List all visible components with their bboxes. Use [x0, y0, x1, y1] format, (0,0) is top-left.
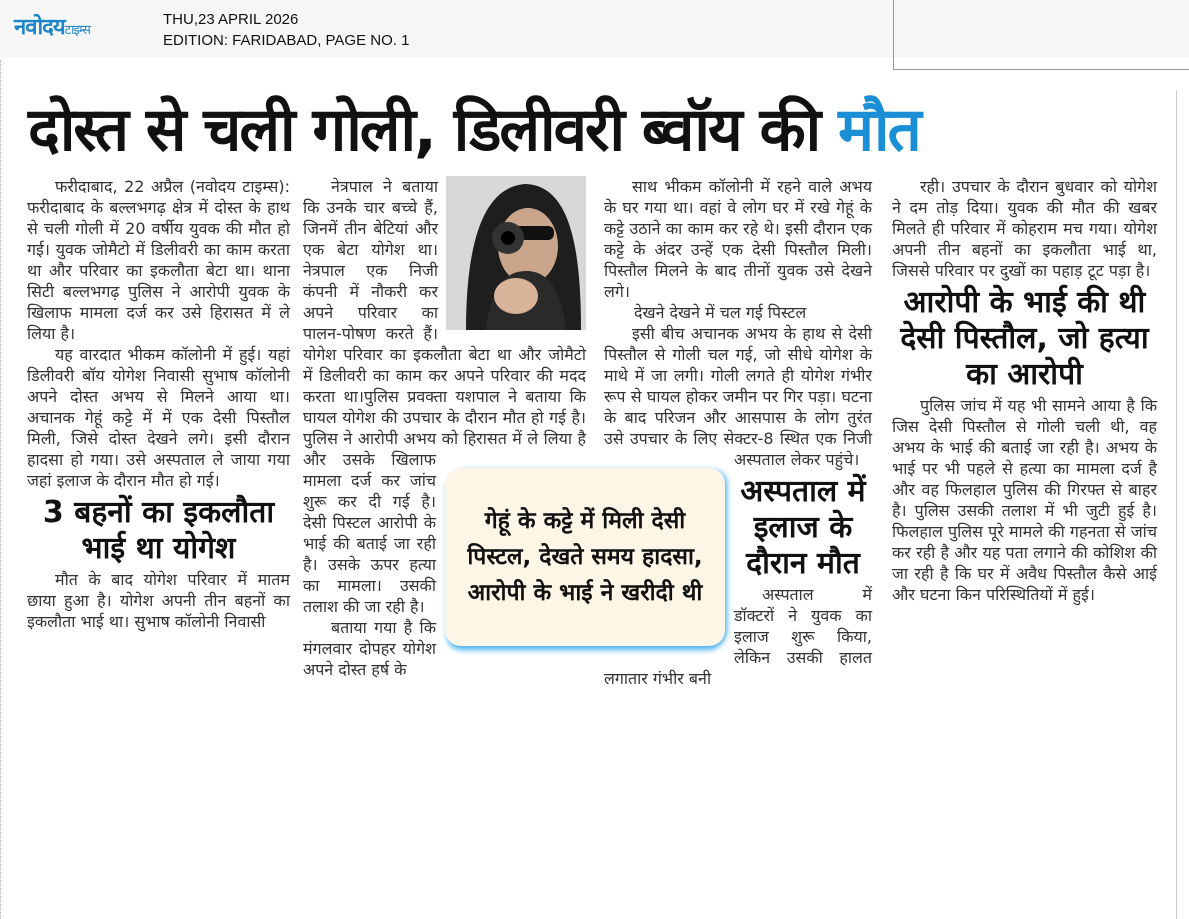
- paragraph: अस्पताल में डॉक्टरों ने युवक का इलाज शुरू किया, लेकिन उसकी हालत लगातार गंभीर बनी: [604, 585, 872, 688]
- adjacent-article-border: [893, 0, 1189, 70]
- paragraph: यह वारदात भीकम कॉलोनी में हुई। यहां डिलीवरी बॉय योगेश निवासी सुभाष कॉलोनी अपने दोस्त अभय से मिलने आया था। अचानक गेहूं कट्टे में में एक देसी पिस्तौल मिली, जिसे दोस्त देखने लगे। इसी दौरान हादसा हो गया। उसे अस्पताल ले जाया गया जहां इलाज के दौरान मौत हो गई।: [27, 345, 290, 490]
- newspaper-logo: [14, 11, 90, 41]
- issue-date: THU,23 APRIL 2026: [163, 11, 299, 28]
- adjacent-column-edge: [1176, 90, 1189, 919]
- paragraph: फरीदाबाद, 22 अप्रैल (नवोदय टाइम्स): फरीदाबाद के बल्लभगढ़ क्षेत्र में दोस्त के हाथ से चली गोली में 20 वर्षीय युवक की मौत हो गई। युवक जोमैटो में डिलीवरी का काम करता था और परिवार का इकलौता बेटा था। थाना सिटी बल्लभगढ़ पुलिस ने आरोपी युवक के खिलाफ मामला दर्ज कर उसे हिरासत में ले लिया है।: [27, 177, 290, 343]
- gunman-photo: [446, 176, 586, 330]
- headline-highlight: मौत: [838, 95, 920, 165]
- pull-quote: गेहूं के कट्टे में मिली देसी पिस्टल, देखते समय हादसा, आरोपी के भाई ने खरीदी थी: [445, 468, 725, 646]
- headline: [28, 88, 1168, 172]
- paragraph: मौत के बाद योगेश परिवार में मातम छाया हुआ है। योगेश अपनी तीन बहनों का इकलौता भाई था। सुभाष कॉलोनी निवासी: [27, 570, 290, 631]
- paragraph: पुलिस जांच में यह भी सामने आया है कि जिस देसी पिस्तौल से गोली चली थी, वह अभय के भाई की बताई जा रही है। अभय के भाई पर भी पहले से हत्या का मामला दर्ज है और वह फिलहाल पुलिस की गिरफ्त से बाहर है। पुलिस उसकी तलाश में भी जुटी हुई है। फिलहाल पुलिस पूरे मामले की गहनता से जांच कर रही है और यह पता लगाने की कोशिश की जा रही है कि घर में अवैध पिस्तौल कैसे आई और घटना किन परिस्थितियों में हुई।: [892, 396, 1157, 604]
- logo-subtext: टाइम्स: [64, 23, 90, 38]
- paragraph: साथ भीकम कॉलोनी में रहने वाले अभय के घर गया था। वहां वे लोग घर में रखे गेहूं के कट्टे उठाने का काम कर रहे थे। इसी दौरान एक कट्टे के अंदर उन्हें एक देसी पिस्तौल मिली। पिस्तौल मिलने के बाद तीनों युवक उसे देखने लगे।: [604, 177, 872, 301]
- paragraph: बताया गया है कि मंगलवार दोपहर योगेश अपने दोस्त हर्ष के: [303, 618, 436, 679]
- logo-text: नवोदय: [14, 15, 65, 40]
- column-1: [27, 176, 290, 632]
- headline-text: दोस्त से चली गोली, डिलीवरी ब्वॉय की: [28, 95, 839, 165]
- left-divider: [0, 60, 1, 919]
- paragraph: नेत्रपाल ने बताया कि उनके चार बच्चे हैं, जिनमें तीन बेटियां और एक बेटा योगेश था। नेत्रपाल एक निजी कंपनी में नौकरी कर अपने परिवार का पालन-पोषण करते हैं। योगेश परिवार का इकलौता बेटा था और जोमैटो में डिलीवरी का काम कर अपने परिवार की मदद करता था।पुलिस प्रवक्ता यशपाल ने बताया कि घायल योगेश की उपचार के दौरान मौत हो गई है। पुलिस ने आरोपी अभय को हिरासत में ले लिया है और उसके खिलाफ मामला दर्ज कर जांच शुरू कर दी गई है। देसी पिस्टल आरोपी के भाई की बताई जा रही है। उसके ऊपर हत्या का मामला। उसकी तलाश की जा रही है।: [303, 177, 586, 616]
- column-4: [892, 176, 1157, 605]
- subheading: 3 बहनों का इकलौता भाई था योगेश: [42, 495, 275, 566]
- paragraph: रही। उपचार के दौरान बुधवार को योगेश ने दम तोड़ दिया। युवक की मौत की खबर मिलते ही परिवार में कोहराम मच गया। योगेश अपनी तीन बहनों का इकलौता भाई था, जिससे परिवार पर दुखों का पहाड़ टूट पड़ा है।: [892, 177, 1157, 280]
- subheading: अस्पताल में इलाज के दौरान मौत: [740, 474, 866, 581]
- inline-subheading: देखने देखने में चल गई पिस्टल: [634, 303, 807, 322]
- paragraph: इसी बीच अचानक अभय के हाथ से देसी पिस्तौल से गोली चल गई, जो सीधे योगेश के माथे में जा लगी। गोली लगते ही योगेश गंभीर रूप से घायल होकर जमीन पर गिर पड़ा। घटना के बाद परिजन और आसपास के लोग तुरंत उसे उपचार के लिए सेक्टर-8 स्थित एक निजी अस्पताल लेकर पहुंचे।: [604, 324, 872, 469]
- subheading: आरोपी के भाई की थी देसी पिस्तौल, जो हत्या का आरोपी: [900, 285, 1149, 392]
- edition-info: [163, 9, 409, 51]
- edition-page: EDITION: FARIDABAD, PAGE NO. 1: [163, 32, 410, 49]
